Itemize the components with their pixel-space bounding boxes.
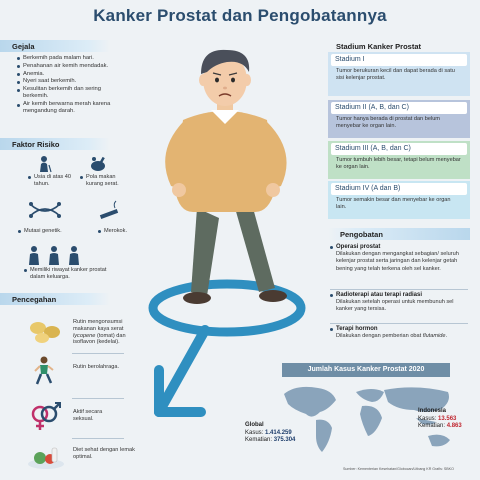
treatment-description: Dilakukan dengan pemberian obat flutamide. [336,333,448,340]
cigarette-icon [98,200,122,220]
gejala-heading: Gejala [0,40,110,52]
stage-description: Tumor tumbuh lebih besar, tetapi belum menyebar ke organ lain. [336,157,461,171]
global-label: Global [245,422,264,428]
dna-icon [28,200,62,220]
risk-genetic-label: Mutasi genetik. [24,228,84,235]
vegetables-icon [26,440,66,470]
treatment-radiotherapy [330,292,470,314]
risk-smoking-label: Merokok. [104,228,144,235]
treatment-surgery [330,244,470,273]
prevention-sexual-text: Aktif secara seksual. [73,409,103,422]
gender-symbols-icon [28,402,62,432]
list-item: Penahanan air kemih mendadak. [16,63,124,70]
treatment-title: Operasi prostat [330,244,470,251]
stage-card-4 [328,181,470,219]
pencegahan-heading: Pencegahan [0,293,110,305]
soybean-icon [28,318,64,344]
source-note: Sumber: Kementerian Kesehatan/Globocan/Litbang KR Grafis: SBKO [343,467,454,471]
list-item: Kesulitan berkemih dan sering berkemih. [16,86,124,100]
stage-name: Stadium IV (A dan B) [331,183,467,195]
list-item: Anemia. [16,71,124,78]
stage-name: Stadium II (A, B, dan C) [331,102,467,114]
indonesia-deaths-value: 4.863 [446,423,462,429]
prevention-exercise-text: Rutin berolahraga. [73,364,120,370]
global-stats: Global Kasus: 1.414.259 Kematian: 375.304 [245,422,296,443]
pengobatan-heading: Pengobatan [328,228,470,240]
risk-diet-label: Pola makan kurang serat. [86,174,130,188]
stage-name: Stadium III (A, B, dan C) [331,143,467,155]
global-deaths-value: 375.304 [273,437,296,443]
page-title: Kanker Prostat dan Pengobatannya [93,6,387,25]
prevention-healthy-diet-text: Diet sehat dengan lemak optimal. [73,447,135,460]
elderly-person-icon [36,155,54,173]
meat-food-icon [88,155,108,173]
stage-description: Tumor semakin besar dan menyebar ke organ lain. [336,197,451,211]
list-item: Nyeri saat berkemih. [16,78,124,85]
global-cases-value: 1.414.259 [265,429,292,436]
stage-description: Tumor berukuran kecil dan dapat berada di satu sisi kelenjar prostat. [336,68,455,82]
treatment-description: Dilakukan setelah operasi untuk membunuh sel kanker yang tersisa. [336,299,454,313]
treatment-hormone [330,326,470,340]
risk-family-label: Memiliki riwayat kanker prostat dalam keluarga. [30,267,114,281]
stage-name: Stadium I [331,54,467,66]
prevention-diet-text: Rutin mengonsumsi makanan kaya serat lycopene (tomat) dan isoflavon (kedelai). [73,319,126,346]
risk-age-label: Usia di atas 40 tahun. [34,174,84,188]
gejala-list [16,55,124,116]
faktor-risiko-heading: Faktor Risiko [0,138,110,150]
stadium-heading: Stadium Kanker Prostat [336,42,422,51]
stage-description: Tumor hanya berada di prostat dan belum menyebar ke organ lain. [336,116,440,130]
indonesia-label: Indonesia [418,408,447,414]
list-item: Berkemih pada malam hari. [16,55,124,62]
jogging-icon [32,356,56,388]
treatment-title: Radioterapi atau terapi radiasi [330,292,470,299]
indonesia-cases-value: 13.563 [438,415,457,422]
stage-card-3 [328,141,470,179]
stage-card-1 [328,52,470,96]
treatment-title: Terapi hormon [330,326,470,333]
treatment-description: Dilakukan dengan mengangkat sebagian/ seluruh kelenjar prostat serta jaringan dan kelenjar getah bening yang telah terkena oleh sel kanker. [336,251,459,272]
family-icon [26,245,82,265]
list-item: Air kemih berwarna merah karena mengandung darah. [16,101,124,115]
cases-heading: Jumlah Kasus Kanker Prostat 2020 [282,363,450,377]
indonesia-stats: Indonesia Kasus: 13.563 Kematian: 4.863 [418,408,462,429]
stage-card-2 [328,100,470,138]
